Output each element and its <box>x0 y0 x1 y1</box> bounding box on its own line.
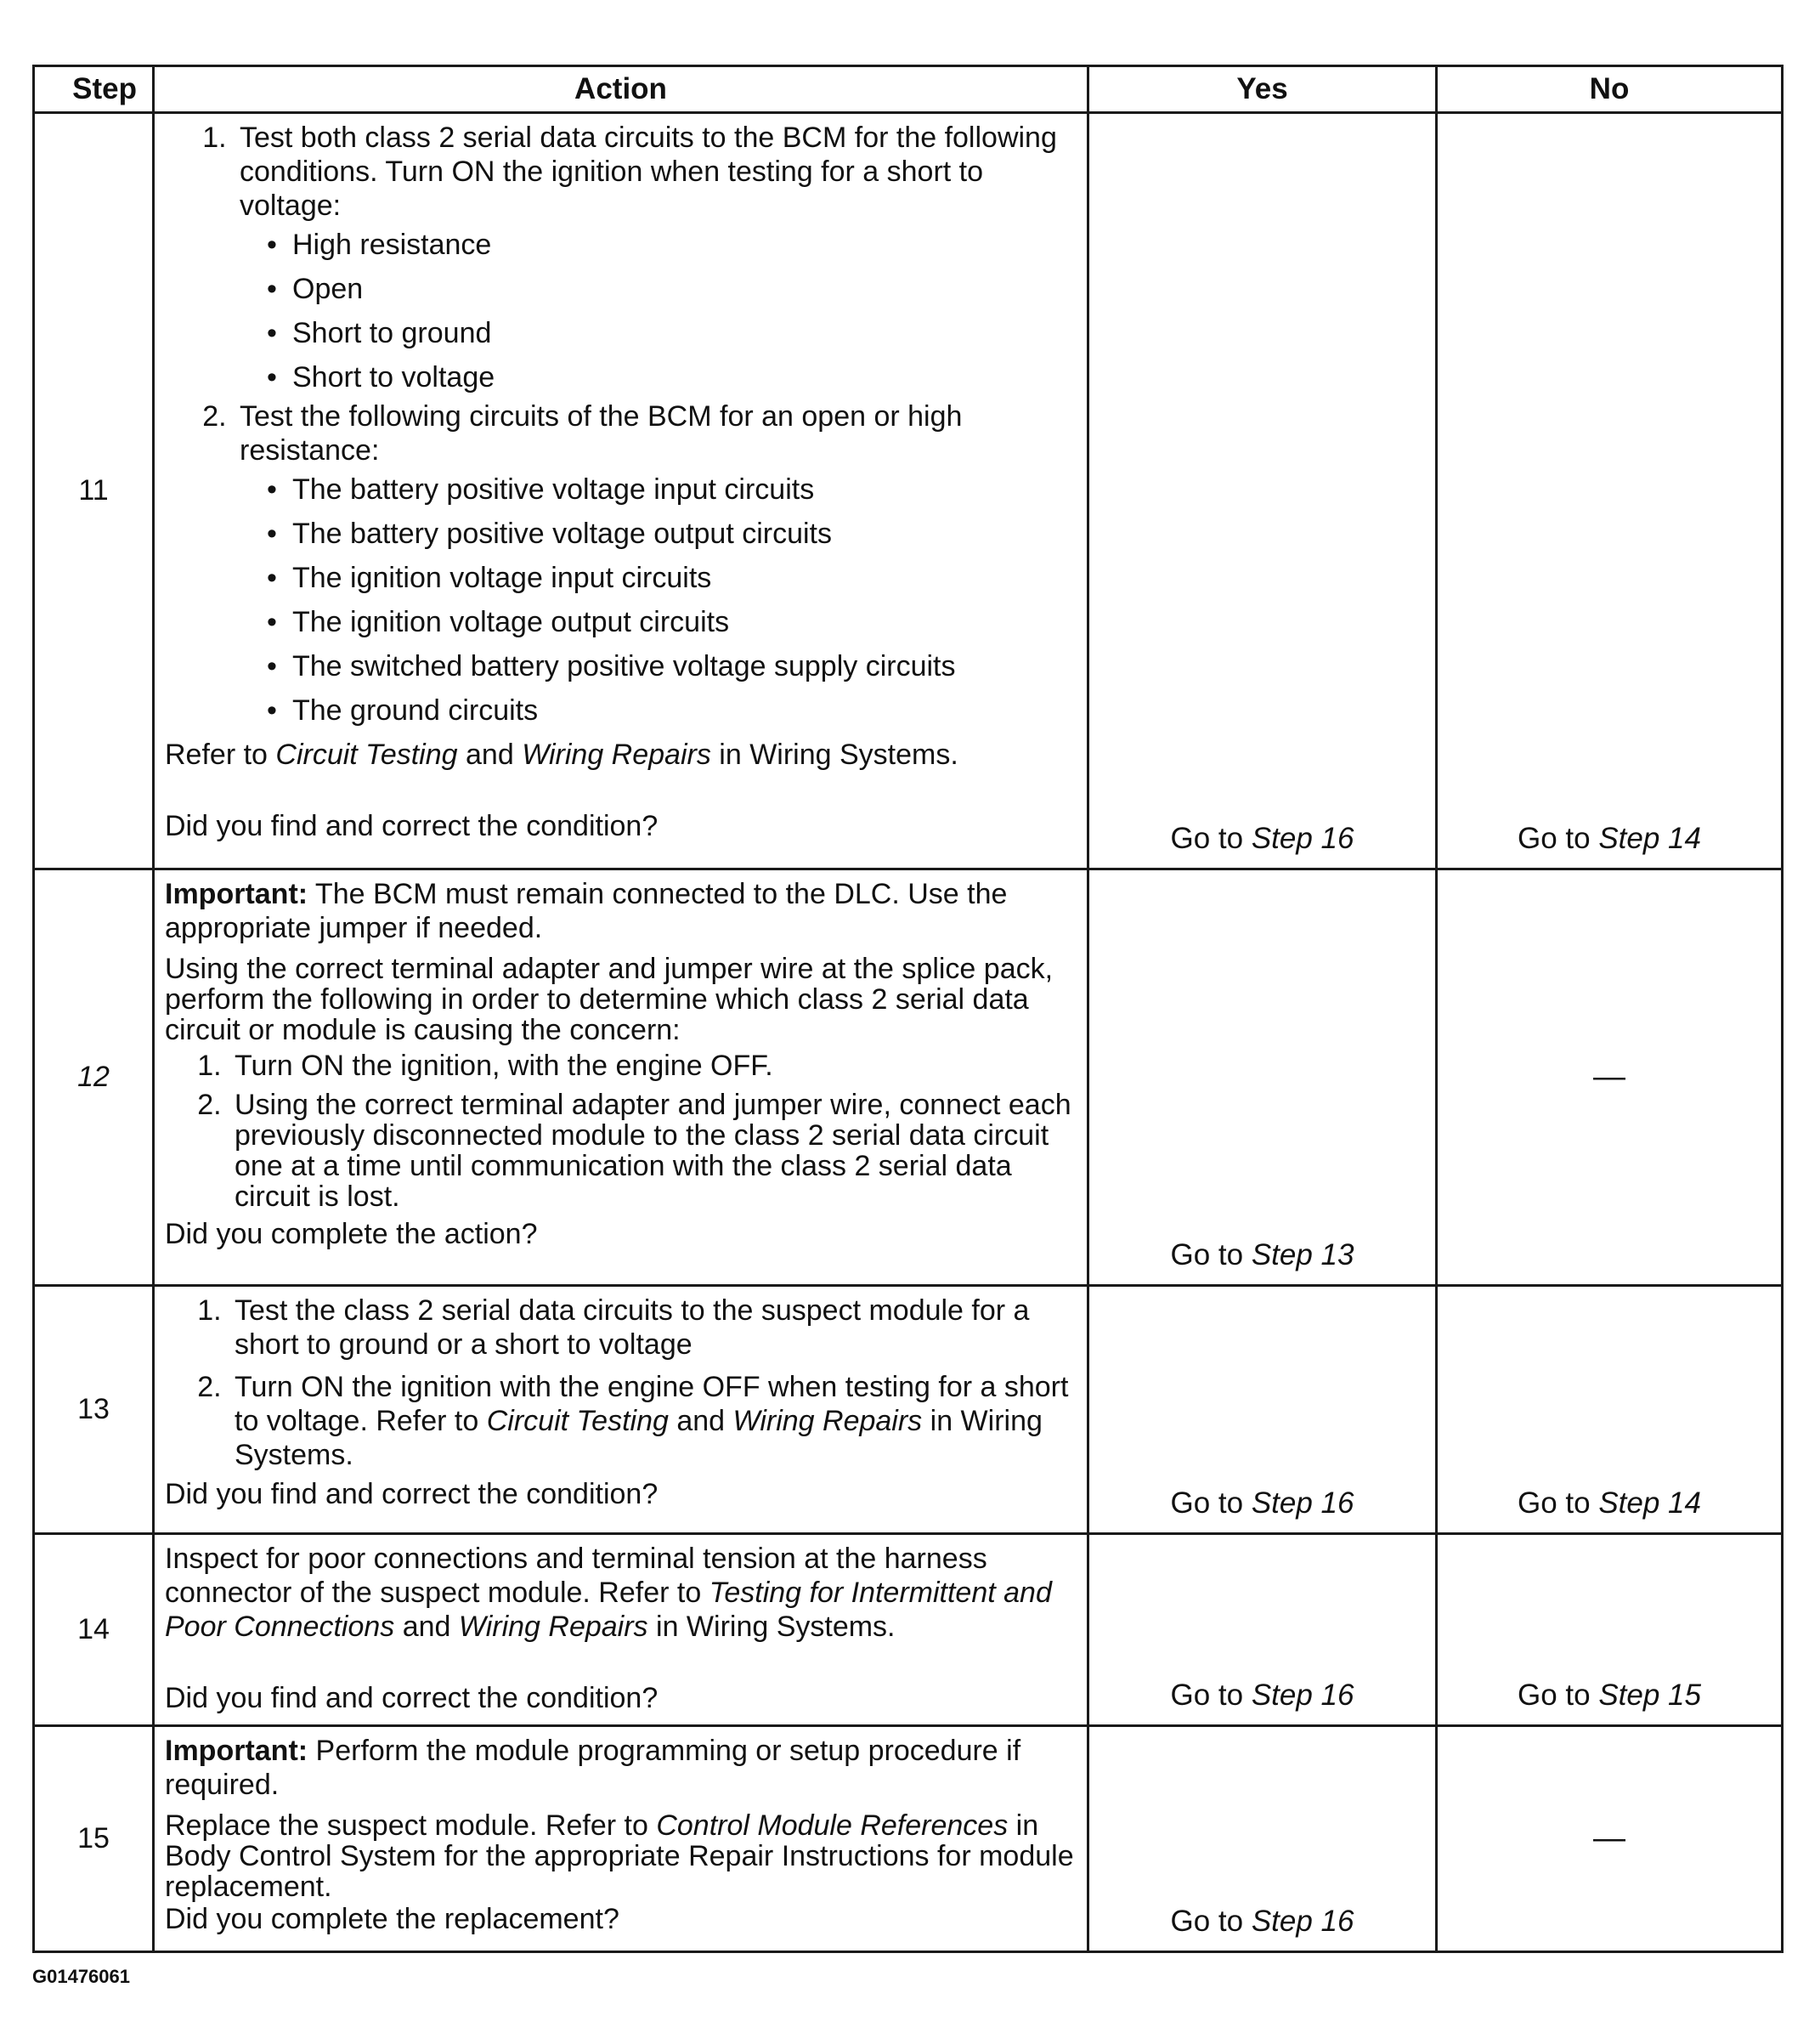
list-item-text: Test both class 2 serial data circuits to the BCM for the following conditions. Turn ON the ignition when testing for a short to voltage: <box>240 122 1057 222</box>
step-number: 14 <box>34 1534 154 1726</box>
header-no: No <box>1437 66 1783 113</box>
step-number: 15 <box>34 1726 154 1952</box>
no-cell <box>1437 113 1783 869</box>
list-item: 2. Using the correct terminal adapter and jumper wire, connect each previously disconnected module to the class 2 serial data circuit one at a time until communication with the class 2 serial data circuit is lost. <box>229 1090 1077 1212</box>
action-cell <box>154 1726 1088 1952</box>
reference-link: Wiring Repairs <box>522 739 711 771</box>
bullet-item: • The switched battery positive voltage supply circuits <box>292 644 1077 688</box>
intro-text: Using the correct terminal adapter and jumper wire at the splice pack, perform the following in order to determine which class 2 serial data circuit or module is causing the concern: <box>165 953 1054 1046</box>
reference-link: Wiring Repairs <box>458 1611 648 1643</box>
action-cell <box>154 1534 1088 1726</box>
yes-cell <box>1088 113 1437 869</box>
bullet-item: • The battery positive voltage input circuits <box>292 467 1077 512</box>
step-number: 11 <box>34 113 154 869</box>
important-note: Important: Perform the module programming or setup procedure if required. <box>165 1735 1021 1801</box>
no-cell <box>1437 869 1783 1286</box>
table-header-row <box>34 66 1783 113</box>
goto-no: Go to Step 14 <box>1518 822 1701 855</box>
table-row-step-12 <box>34 869 1783 1286</box>
replace-text: Replace the suspect module. Refer to Control Module References in Body Control System for the appropriate Repair Instructions for module replacement. <box>165 1809 1074 1903</box>
goto-yes: Go to Step 16 <box>1170 1486 1354 1520</box>
reference-link: Control Module References <box>656 1809 1009 1842</box>
bullet-item: • Short to voltage <box>292 355 1077 399</box>
yes-cell <box>1088 1286 1437 1534</box>
question-text: Did you find and correct the condition? <box>165 1682 659 1714</box>
no-cell <box>1437 1726 1783 1952</box>
reference-link: Wiring Repairs <box>732 1405 923 1437</box>
list-item-text: Test the following circuits of the BCM for an open or high resistance: <box>240 400 963 467</box>
bullet-item: • The ground circuits <box>292 688 1077 733</box>
table-row-step-14 <box>34 1534 1783 1726</box>
bullet-item: • The battery positive voltage output circuits <box>292 512 1077 556</box>
table-row-step-11 <box>34 113 1783 869</box>
no-cell <box>1437 1534 1783 1726</box>
goto-yes: Go to Step 16 <box>1170 1905 1354 1938</box>
bullet-item: • The ignition voltage output circuits <box>292 600 1077 644</box>
list-item: 1. Turn ON the ignition, with the engine OFF. <box>229 1050 1077 1081</box>
numbered-list <box>165 121 1077 733</box>
goto-no: Go to Step 14 <box>1518 1486 1701 1520</box>
empty-dash: — <box>1593 1820 1625 1856</box>
reference-link: Circuit Testing <box>275 739 458 771</box>
list-item: 2. Turn ON the ignition with the engine OFF when testing for a short to voltage. Refer to Circuit Testing and Wiring Repairs in Wiring Systems. <box>229 1370 1077 1472</box>
header-step: Step <box>34 66 154 113</box>
bullet-item: • Open <box>292 267 1077 311</box>
action-cell <box>154 1286 1088 1534</box>
list-item: 1. Test the class 2 serial data circuits to the suspect module for a short to ground or a short to voltage <box>229 1294 1077 1362</box>
question-text: Did you find and correct the condition? <box>165 810 659 842</box>
yes-cell <box>1088 1534 1437 1726</box>
numbered-list <box>165 1294 1077 1472</box>
yes-cell <box>1088 1726 1437 1952</box>
inspect-text: Inspect for poor connections and terminal tension at the harness connector of the suspect module. Refer to Testing for Intermittent and Poor Connections and Wiring Repairs in Wiring Systems. <box>165 1543 1052 1643</box>
bullet-item: • Short to ground <box>292 311 1077 355</box>
table-row-step-13 <box>34 1286 1783 1534</box>
yes-cell <box>1088 869 1437 1286</box>
bullet-list <box>240 223 1077 399</box>
numbered-list <box>165 1050 1077 1212</box>
list-item <box>235 121 1077 399</box>
question-text: Did you complete the replacement? <box>165 1903 619 1935</box>
goto-yes: Go to Step 16 <box>1170 822 1354 855</box>
reference-text: Refer to Circuit Testing and Wiring Repairs in Wiring Systems. <box>165 739 958 771</box>
bullet-list <box>240 467 1077 733</box>
reference-link: Testing for Intermittent and Poor Connections <box>165 1577 1052 1643</box>
step-number: 13 <box>34 1286 154 1534</box>
reference-link: Circuit Testing <box>486 1405 669 1437</box>
table-row-step-15 <box>34 1726 1783 1952</box>
question-text: Did you find and correct the condition? <box>165 1478 659 1510</box>
action-cell <box>154 869 1088 1286</box>
bullet-item: • The ignition voltage input circuits <box>292 556 1077 600</box>
empty-dash: — <box>1593 1059 1625 1095</box>
header-yes: Yes <box>1088 66 1437 113</box>
goto-no: Go to Step 15 <box>1518 1679 1701 1712</box>
header-action: Action <box>154 66 1088 113</box>
action-cell <box>154 113 1088 869</box>
important-note: Important: The BCM must remain connected to the DLC. Use the appropriate jumper if needed. <box>165 878 1008 944</box>
diagnostic-table <box>32 65 1784 1953</box>
no-cell <box>1437 1286 1783 1534</box>
step-number: 12 <box>34 869 154 1286</box>
list-item <box>235 399 1077 733</box>
figure-id: G01476061 <box>32 1966 130 1987</box>
bullet-item: • High resistance <box>292 223 1077 267</box>
question-text: Did you complete the action? <box>165 1218 538 1250</box>
goto-yes: Go to Step 13 <box>1170 1238 1354 1271</box>
important-label: Important: <box>165 1735 308 1767</box>
goto-yes: Go to Step 16 <box>1170 1679 1354 1712</box>
important-label: Important: <box>165 878 308 910</box>
